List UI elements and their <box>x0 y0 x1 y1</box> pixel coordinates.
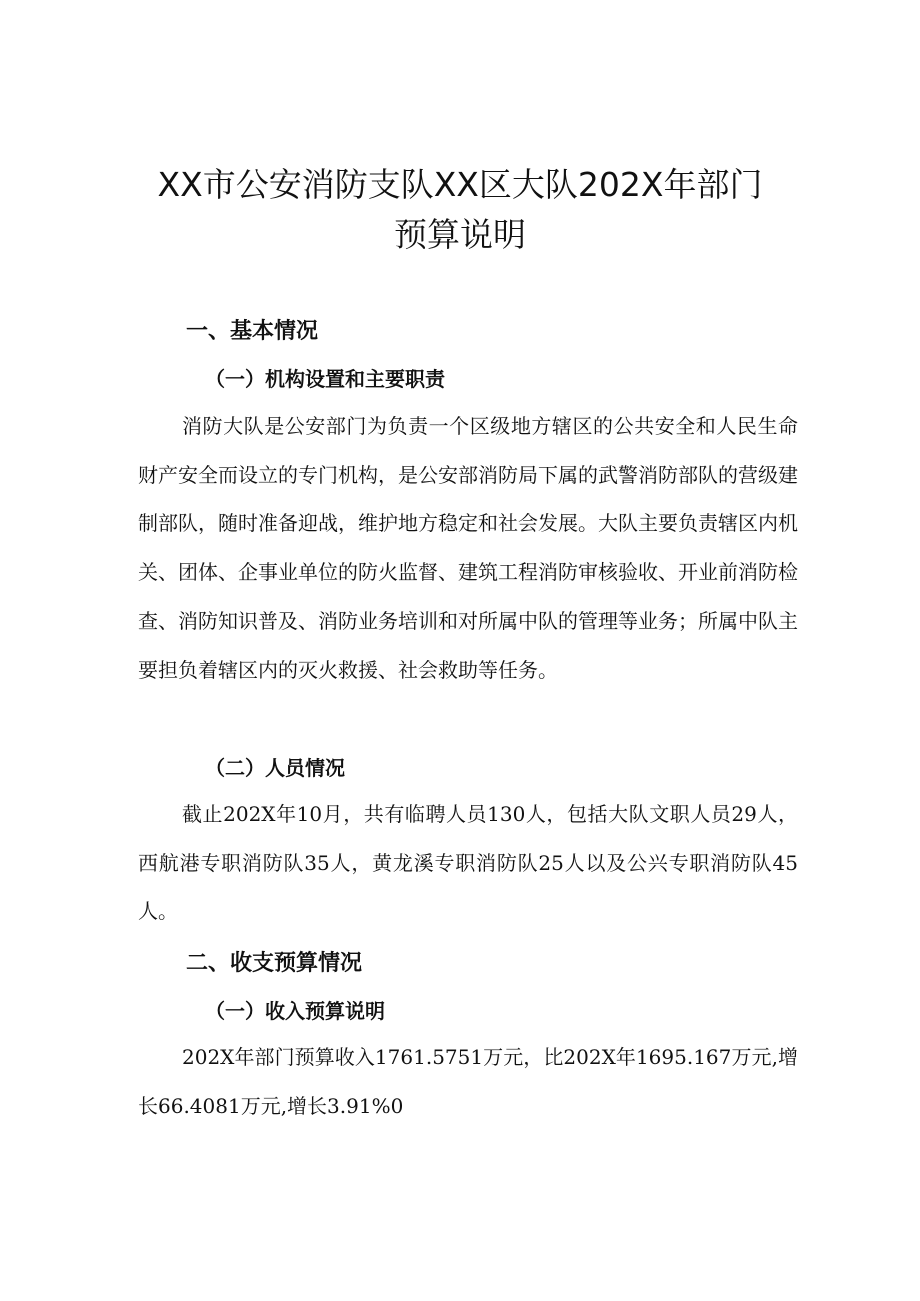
paragraph-income-budget: 202X年部门预算收入1761.5751万元，比202X年1695.167万元,增长66.4081万元,增长3.91%0 <box>138 1045 798 1118</box>
section-heading-budget: 二、收支预算情况 <box>186 951 363 976</box>
subheading-organization-duties: （一）机构设置和主要职责 <box>205 367 445 391</box>
paragraph-staff: 截止202X年10月，共有临聘人员130人，包括大队文职人员29人，西航港专职消防队35人，黄龙溪专职消防队25人以及公兴专职消防队45人。 <box>138 802 798 924</box>
document-title-line-2: 预算说明 <box>394 215 526 254</box>
subheading-staff: （二）人员情况 <box>205 756 345 780</box>
document-title-line-1: XX市公安消防支队XX区大队202X年部门 <box>157 165 763 204</box>
subheading-income-budget: （一）收入预算说明 <box>205 999 385 1023</box>
section-heading-basic-info: 一、基本情况 <box>186 319 319 344</box>
paragraph-organization-duties: 消防大队是公安部门为负责一个区级地方辖区的公共安全和人民生命财产安全而设立的专门机构，是公安部消防局下属的武警消防部队的营级建制部队，随时准备迎战，维护地方稳定和社会发展。大队主要负责辖区内机关、团体、企事业单位的防火监督、建筑工程消防审核验收、开业前消防检查、消防知识普及、消防业务培训和对所属中队的管理等业务；所属中队主要担负着辖区内的灭火救援、社会救助等任务。 <box>138 414 798 682</box>
